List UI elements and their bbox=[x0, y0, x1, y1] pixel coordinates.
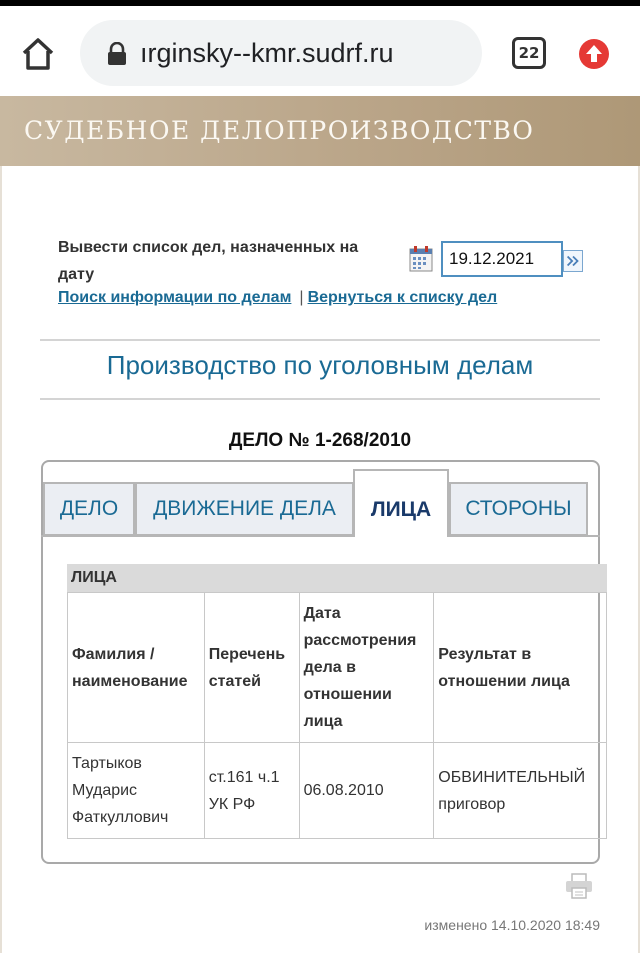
search-cases-link[interactable]: Поиск информации по делам bbox=[58, 289, 292, 306]
header-banner bbox=[0, 96, 640, 166]
tab-parties[interactable]: СТОРОНЫ bbox=[449, 482, 588, 536]
lock-icon bbox=[106, 42, 128, 66]
date-input[interactable] bbox=[441, 241, 563, 277]
update-arrow-icon[interactable] bbox=[578, 38, 610, 70]
double-chevron-right-icon bbox=[564, 251, 582, 271]
tab-persons[interactable]: ЛИЦА bbox=[353, 469, 449, 537]
divider bbox=[40, 398, 600, 400]
browser-toolbar bbox=[0, 6, 640, 96]
divider bbox=[40, 339, 600, 341]
back-to-list-link[interactable]: Вернуться к списку дел bbox=[307, 289, 498, 306]
url-text: ırginsky--kmr.sudrf.ru bbox=[140, 38, 394, 68]
print-icon[interactable] bbox=[565, 873, 593, 899]
column-header: Перечень статей bbox=[204, 593, 299, 743]
home-icon[interactable] bbox=[18, 34, 58, 74]
column-header: Фамилия / наименование bbox=[68, 593, 205, 743]
tab-case[interactable]: ДЕЛО bbox=[43, 482, 135, 536]
person-name-cell: Тартыков Мударис Фаткуллович bbox=[68, 743, 205, 839]
column-header: Дата рассмотрения дела в отношении лица bbox=[299, 593, 434, 743]
persons-table-header: ЛИЦА bbox=[67, 564, 607, 592]
tab-switcher-button[interactable]: 22 bbox=[512, 37, 546, 69]
date-submit-button[interactable] bbox=[563, 250, 583, 272]
column-header: Результат в отношении лица bbox=[434, 593, 607, 743]
tab-case-movement[interactable]: ДВИЖЕНИЕ ДЕЛА bbox=[135, 482, 354, 536]
modified-timestamp: изменено 14.10.2020 18:49 bbox=[424, 917, 600, 933]
case-number: ДЕЛО № 1-268/2010 bbox=[228, 430, 412, 451]
result-cell: ОБВИНИТЕЛЬНЫЙ приговор bbox=[434, 743, 607, 839]
date-filter-label: Вывести список дел, назначенных на дату bbox=[58, 239, 359, 283]
table-header-row bbox=[68, 593, 607, 743]
address-bar[interactable] bbox=[80, 20, 482, 86]
articles-cell: ст.161 ч.1 УК РФ bbox=[204, 743, 299, 839]
calendar-icon[interactable] bbox=[409, 246, 433, 272]
navigation-links bbox=[58, 289, 497, 307]
review-date-cell: 06.08.2010 bbox=[299, 743, 434, 839]
persons-table bbox=[67, 592, 607, 839]
banner-title: СУДЕБНОЕ ДЕЛОПРОИЗВОДСТВО bbox=[24, 116, 535, 145]
section-title: Производство по уголовным делам bbox=[106, 350, 534, 380]
link-separator: | bbox=[299, 289, 304, 306]
table-row bbox=[68, 743, 607, 839]
